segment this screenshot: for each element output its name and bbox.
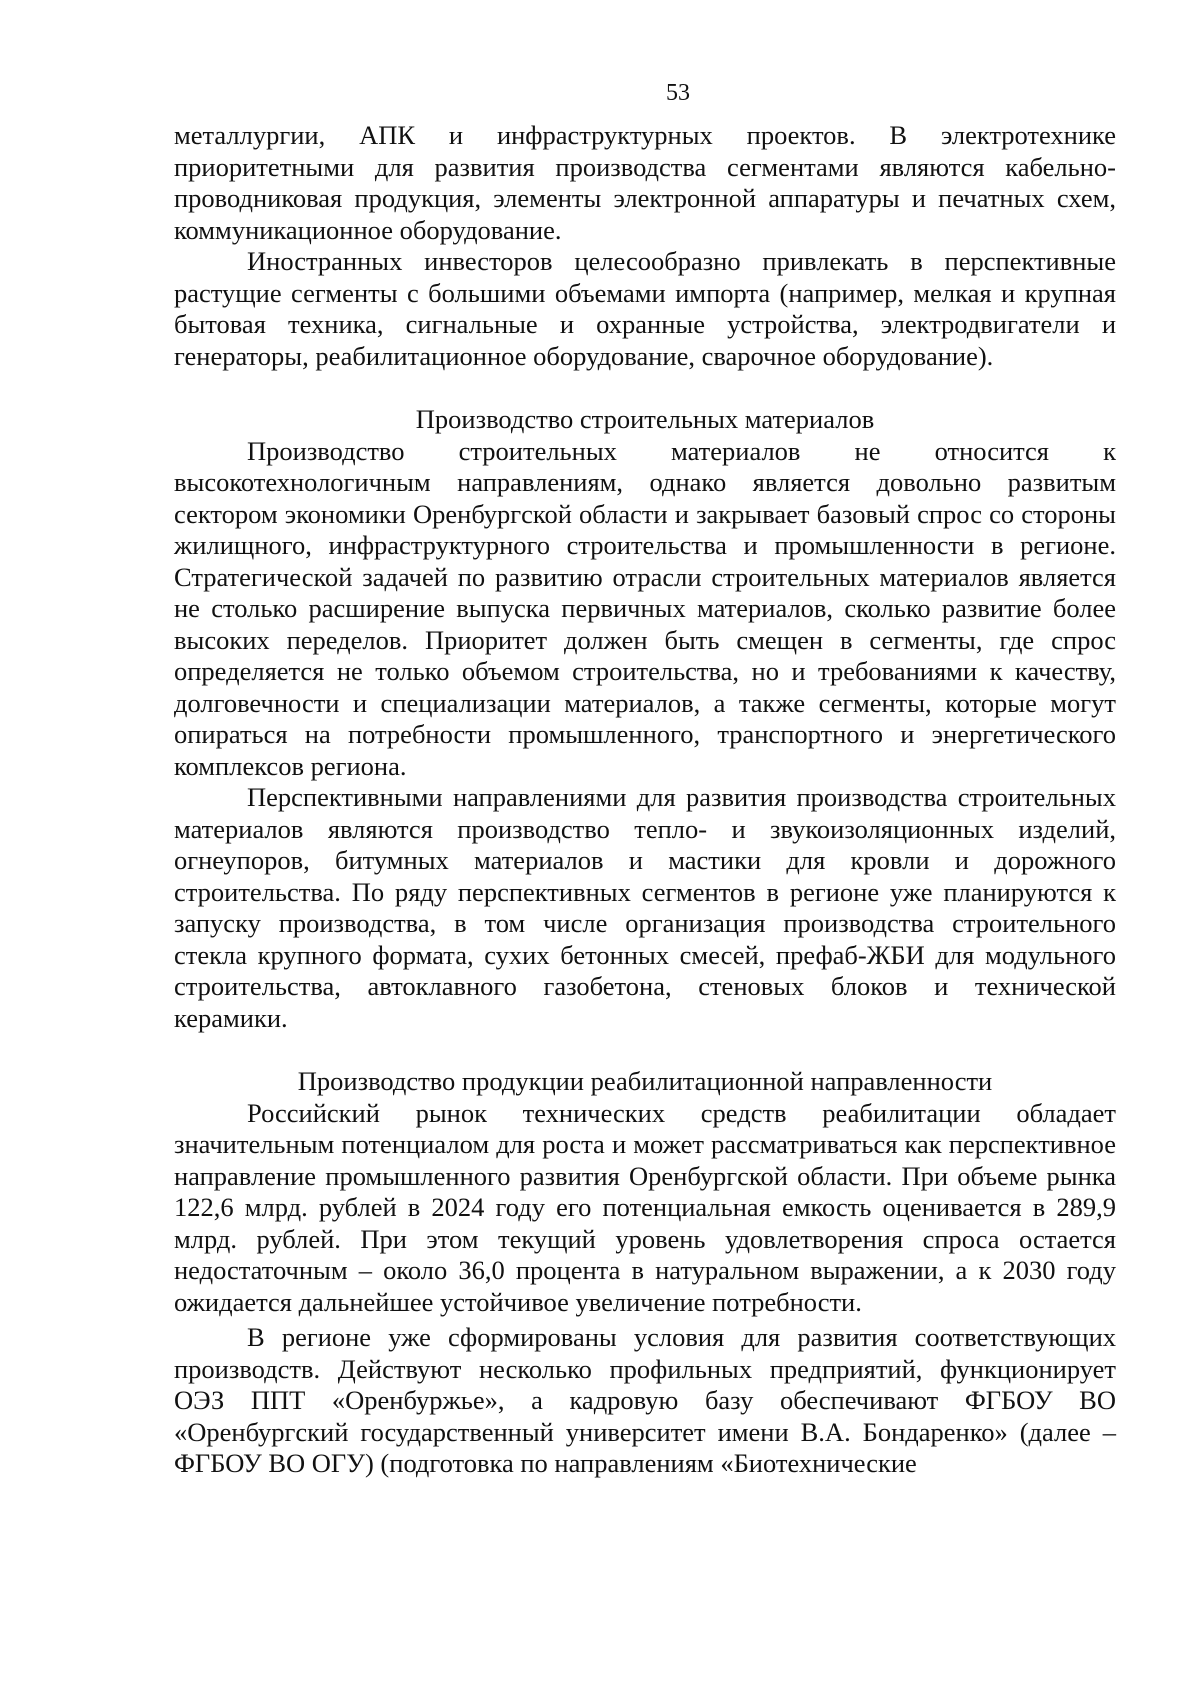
paragraph-1: металлургии, АПК и инфраструктурных проектов. В электротехнике приоритетными для развития производства сегментами являются кабельно-проводниковая продукция, элементы электронной аппаратуры и печатных схем, коммуникационное оборудование. [174, 120, 1116, 245]
section-heading-rehabilitation-products: Производство продукции реабилитационной направленности [297, 1066, 993, 1096]
page-number: 53 [666, 80, 690, 106]
document-body [174, 120, 1116, 1480]
paragraph-3: Производство строительных материалов не относится к высокотехнологичным направлениям, однако является довольно развитым сектором экономики Оренбургской области и закрывает базовый спрос со стороны жилищного, инфраструктурного строительства и промышленности в регионе. Стратегической задачей по развитию отрасли строительных материалов является не столько расширение выпуска первичных материалов, сколько развитие более высоких переделов. Приоритет должен быть смещен в сегменты, где спрос определяется не только объемом строительства, но и требованиями к качеству, долговечности и специализации материалов, а также сегменты, которые могут опираться на потребности промышленного, транспортного и энергетического комплексов региона. [174, 435, 1116, 781]
section-heading-construction-materials: Производство строительных материалов [415, 404, 875, 434]
paragraph-5: Российский рынок технических средств реабилитации обладает значительным потенциалом для роста и может рассматриваться как перспективное направление промышленного развития Оренбургской области. При объеме рынка 122,6 млрд. рублей в 2024 году его потенциальная емкость оценивается в 289,9 млрд. рублей. При этом текущий уровень удовлетворения спроса остается недостаточным – около 36,0 процента в натуральном выражении, а к 2030 году ожидается дальнейшее устойчивое увеличение потребности. [174, 1097, 1116, 1317]
paragraph-6: В регионе уже сформированы условия для развития соответствующих производств. Действуют несколько профильных предприятий, функционирует ОЭЗ ППТ «Оренбуржье», а кадровую базу обеспечивают ФГБОУ ВО «Оренбургский государственный университет имени В.А. Бондаренко» (далее – ФГБОУ ВО ОГУ) (подготовка по направлениям «Биотехнические [174, 1322, 1116, 1478]
paragraph-2: Иностранных инвесторов целесообразно привлекать в перспективные растущие сегменты с большими объемами импорта (например, мелкая и крупная бытовая техника, сигнальные и охранные устройства, электродвигатели и генераторы, реабилитационное оборудование, сварочное оборудование). [174, 246, 1116, 371]
paragraph-4: Перспективными направлениями для развития производства строительных материалов являются производство тепло- и звукоизоляционных изделий, огнеупоров, битумных материалов и мастики для кровли и дорожного строительства. По ряду перспективных сегментов в регионе уже планируются к запуску производства, в том числе организация производства строительного стекла крупного формата, сухих бетонных смесей, префаб-ЖБИ для модульного строительства, автоклавного газобетона, стеновых блоков и технической керамики. [174, 782, 1116, 1033]
